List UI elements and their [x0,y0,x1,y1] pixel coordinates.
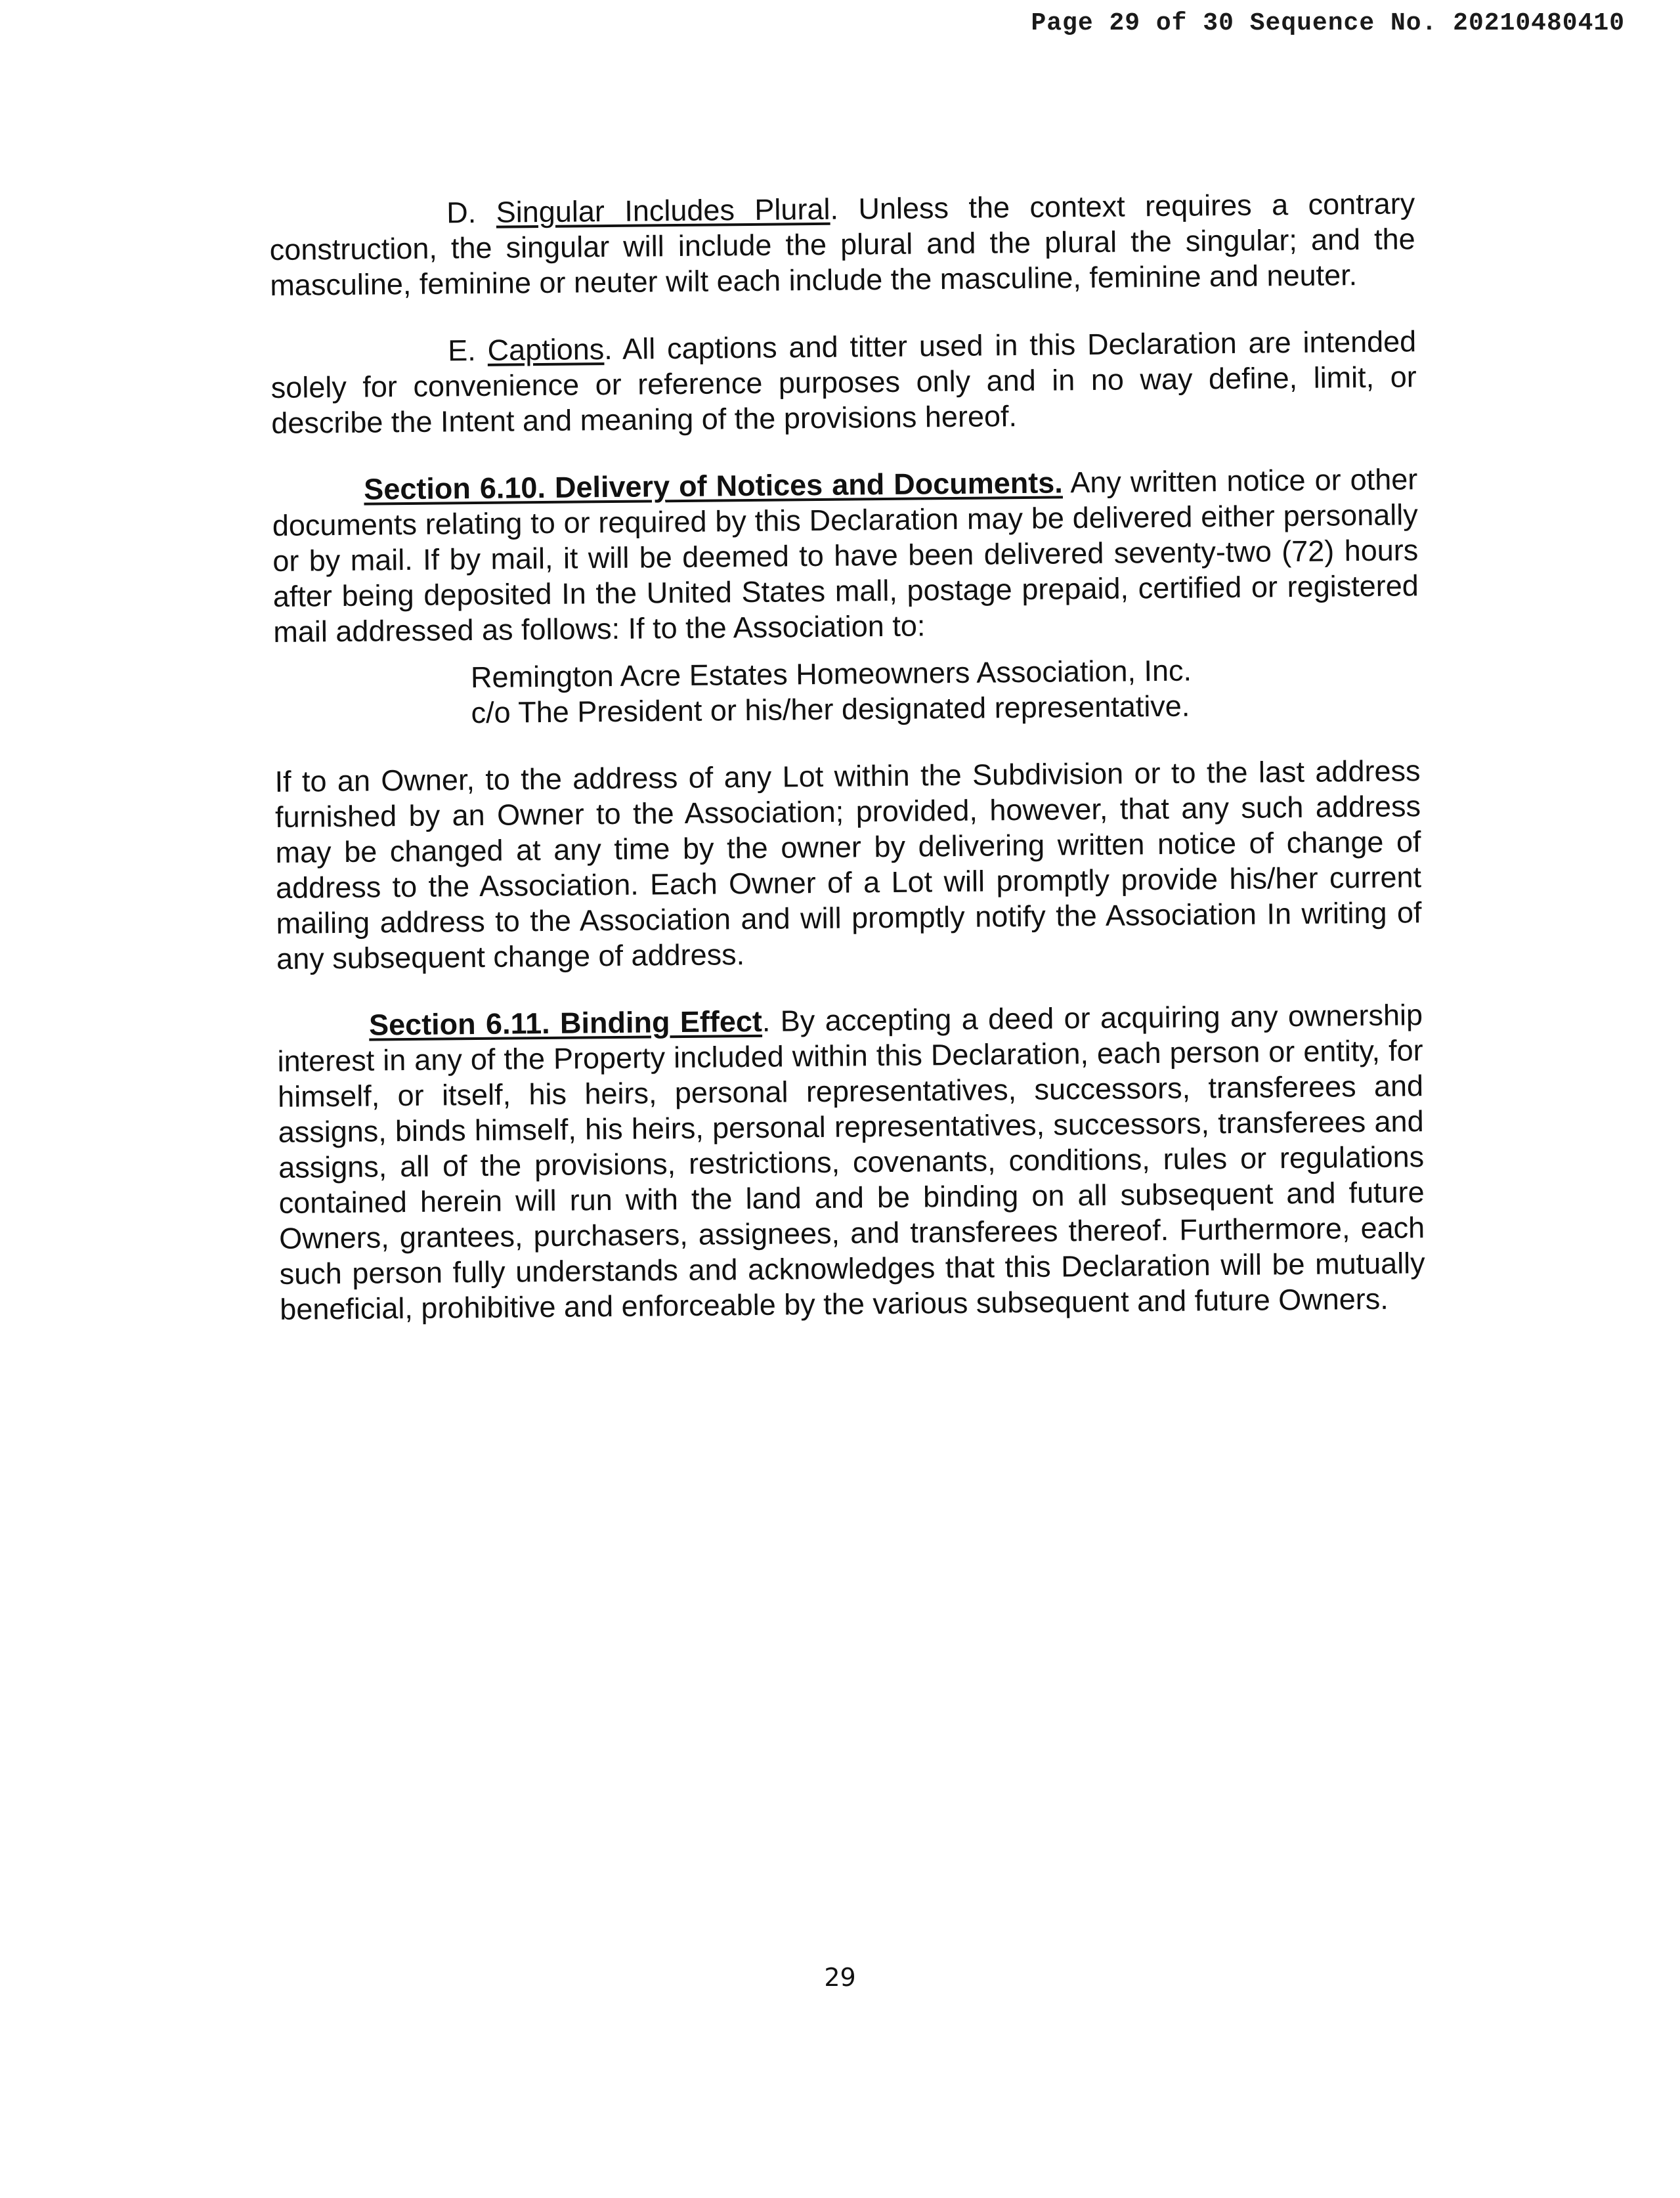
item-title: Singular Includes Plural [496,192,830,229]
section-6-11 [277,997,1426,1327]
section-text: Any written notice or other documents relating to or required by this Declaration may be delivered either personally or by mail. If by mail, it will be deemed to have been delivered seventy-two (72) hours after being deposited In the United States mall, postage prepaid, certified or registered mail addressed as follows: If to the Association to: [272,462,1419,649]
paragraph-singular-includes-plural [269,186,1415,303]
paragraph-owner-notice: If to an Owner, to the address of any Lot within the Subdivision or to the last address furnished by an Owner to the Association; provided, however, that any such address may be changed at any time by the owner by delivering written notice of change of address to the Association. Each Owner of a Lot will promptly provide his/her current mailing address to the Association and will promptly notify the Association In writing of any subsequent change of address. [274,754,1422,976]
section-heading: Section 6.10. Delivery of Notices and Documents. [364,465,1064,506]
recording-stamp: Page 29 of 30 Sequence No. 20210480410 [1031,9,1625,37]
paragraph-captions [270,324,1417,441]
address-line-2: c/o The President or his/her designated representative. [471,689,1190,730]
item-text: . Unless the context requires a contrary construction, the singular will include the plural and the plural the singular; and the masculine, feminine or neuter wilt each include the masculine, feminine and neuter. [269,186,1415,302]
item-text: . All captions and titter used in this Declaration are intended solely for convenience or reference purposes only and in no way define, limit, or describe the Intent and meaning of the provisions hereof. [270,324,1417,440]
document-body [269,186,1426,1359]
page-number: 29 [824,1963,856,1992]
section-6-10 [272,462,1419,650]
section-heading: Section 6.11. Binding Effect [368,1004,763,1042]
item-label: E. [448,333,488,368]
item-title: Captions [487,332,605,367]
section-text: . By accepting a deed or acquiring any ownership interest in any of the Property included within this Declaration, each person or entity, for himself, or itself, his heirs, personal representatives, successors, transferees and assigns, binds himself, his heirs, personal representatives, successors, transferees and assigns, all of the provisions, restrictions, covenants, conditions, rules or regulations contained herein will run with the land and be binding on all subsequent and future Owners, grantees, purchasers, assignees, and transferees thereof. Furthermore, each such person fully understands and acknowledges that this Declaration will be mutually beneficial, prohibitive and enforceable by the various subsequent and future Owners. [277,998,1425,1326]
association-address [471,651,1420,731]
address-line-1: Remington Acre Estates Homeowners Association, Inc. [470,653,1192,695]
item-label: D. [446,195,496,230]
